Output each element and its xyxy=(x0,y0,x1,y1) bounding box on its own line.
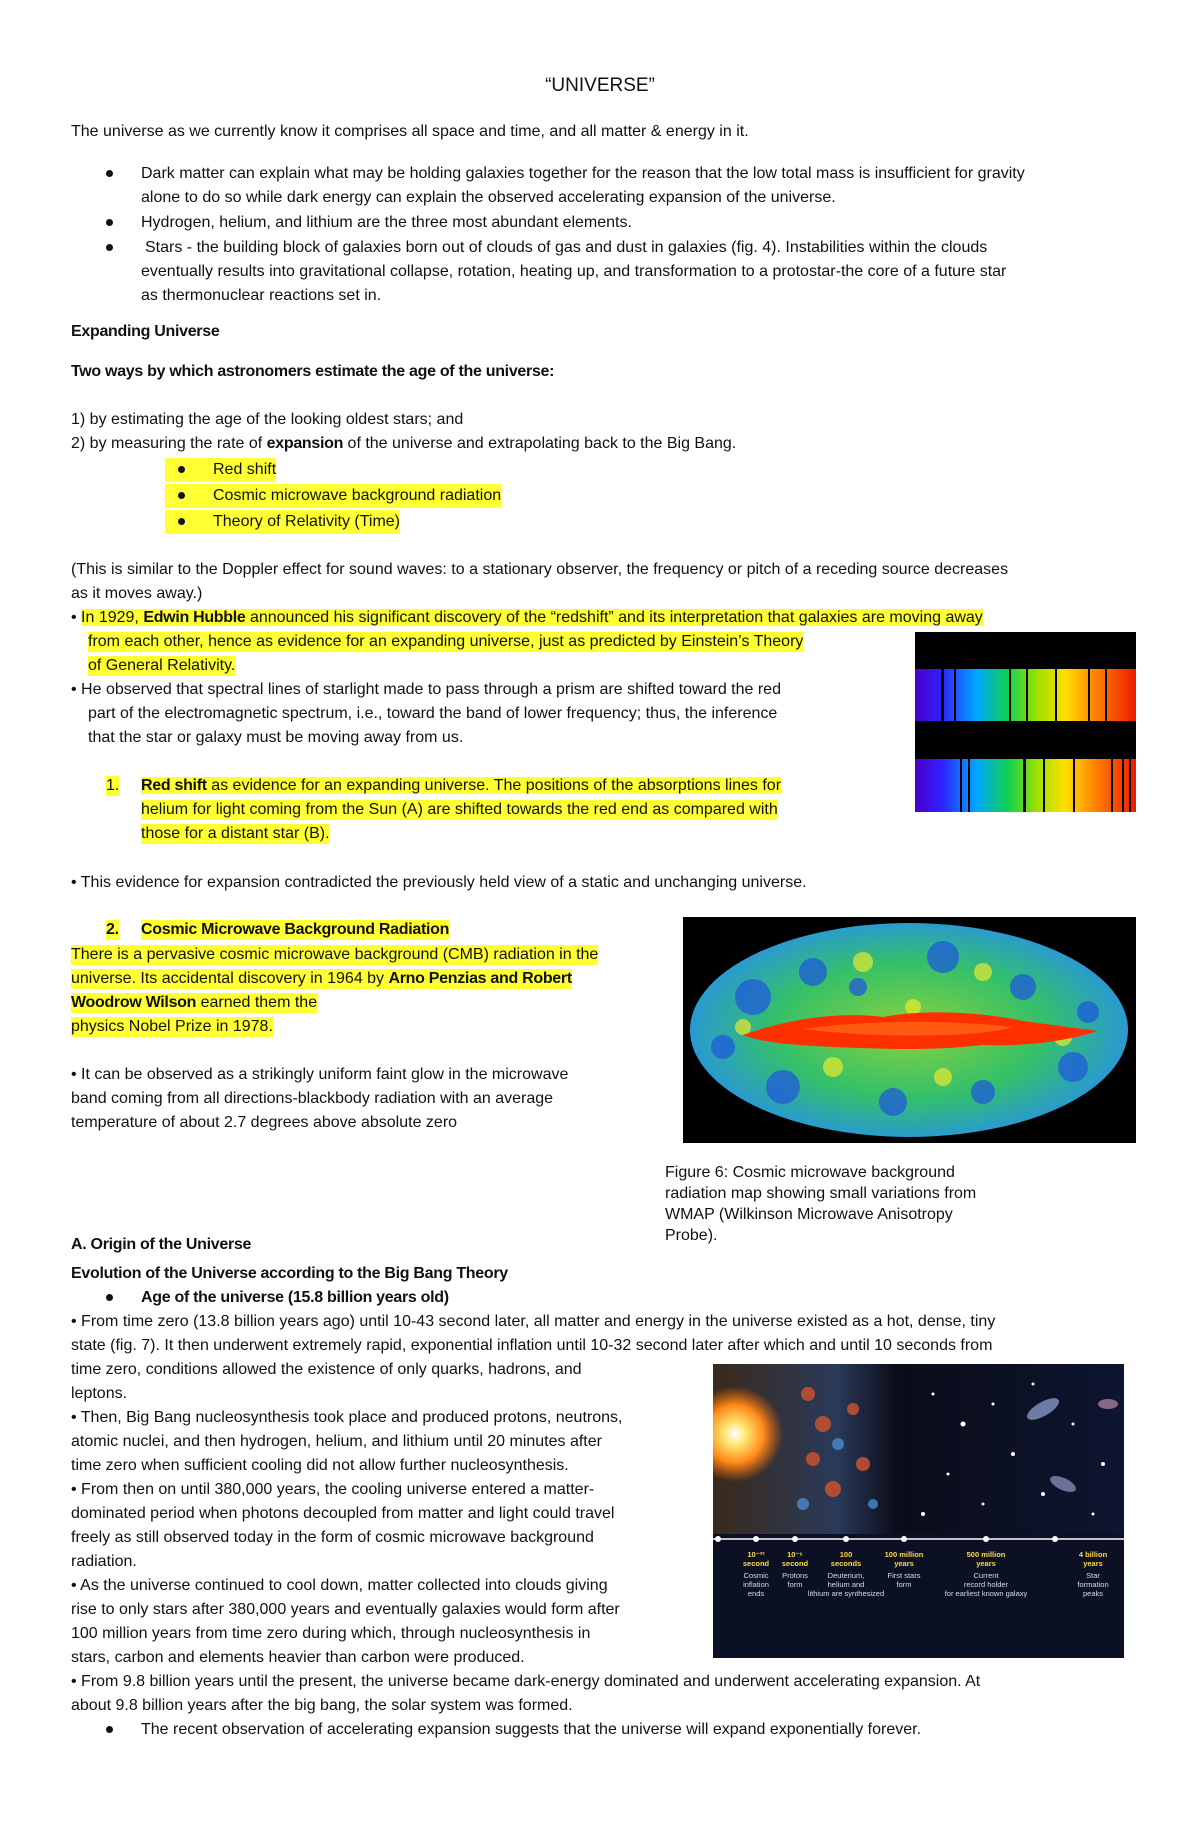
bullet-icon xyxy=(178,518,185,525)
cmb-number: 2. xyxy=(106,921,119,938)
two-ways-heading: Two ways by which astronomers estimate the age of the universe: xyxy=(71,363,555,380)
timeline-desc: lithium are synthesized xyxy=(807,1589,885,1598)
timeline-label: 100 xyxy=(839,1550,853,1559)
timeline-label: 4 billion xyxy=(1078,1550,1108,1559)
age-heading: Age of the universe (15.8 billion years old) xyxy=(141,1289,449,1306)
origin-line: freely as still observed today in the form of cosmic microwave background xyxy=(71,1529,594,1546)
spectral-l3: that the star or galaxy must be moving away from us. xyxy=(88,729,464,746)
timeline-label: 500 million xyxy=(966,1550,1006,1559)
bullet-elements: Hydrogen, helium, and lithium are the three most abundant elements. xyxy=(141,214,632,231)
origin-line: time zero when sufficient cooling did not allow further nucleosynthesis. xyxy=(71,1457,569,1474)
timeline-desc: peaks xyxy=(1082,1589,1104,1598)
redshift-number: 1. xyxy=(106,777,120,794)
timeline-desc: Protons xyxy=(782,1571,808,1580)
cmb-heading: Cosmic Microwave Background Radiation xyxy=(141,921,450,938)
origin-line: atomic nuclei, and then hydrogen, helium, and lithium until 20 minutes after xyxy=(71,1433,602,1450)
expanding-heading: Expanding Universe xyxy=(71,323,220,340)
spectral-l1: • He observed that spectral lines of starlight made to pass through a prism are shifted toward the red xyxy=(71,681,781,698)
origin-line: 100 million years from time zero during which, through nucleosynthesis in xyxy=(71,1625,591,1642)
timeline-desc: form xyxy=(896,1580,912,1589)
evidence-relativity: Theory of Relativity (Time) xyxy=(165,510,400,534)
cmb-l2: universe. Its accidental discovery in 1964 by Arno Penzias and Robert xyxy=(71,970,572,987)
way-1: 1) by estimating the age of the looking oldest stars; and xyxy=(71,411,464,428)
origin-line: leptons. xyxy=(71,1385,128,1402)
redshift-l3: those for a distant star (B). xyxy=(141,825,330,842)
bullet-icon xyxy=(178,466,185,473)
origin-line: dominated period when photons decoupled from matter and light could travel xyxy=(71,1505,615,1522)
redshift-l1: Red shift as evidence for an expanding universe. The positions of the absorptions lines for xyxy=(141,777,782,794)
timeline-desc: Deuterium, xyxy=(827,1571,865,1580)
origin-line: • From time zero (13.8 billion years ago) until 10-43 second later, all matter and energy in the universe existed as a hot, dense, tiny xyxy=(71,1313,996,1330)
static-view: • This evidence for expansion contradicted the previously held view of a static and unchanging universe. xyxy=(71,874,807,891)
glow-l2: band coming from all directions-blackbody radiation with an average xyxy=(71,1090,554,1107)
timeline-desc: ends xyxy=(747,1589,765,1598)
bullet-icon xyxy=(178,492,185,499)
origin-line: • As the universe continued to cool down, matter collected into clouds giving xyxy=(71,1577,608,1594)
final-bullet: The recent observation of accelerating expansion suggests that the universe will expand exponentially forever. xyxy=(141,1721,922,1738)
bullet-stars-l1: Stars - the building block of galaxies born out of clouds of gas and dust in galaxies (fig. 4). Instabilities within the clouds xyxy=(145,239,988,256)
timeline-desc: for earliest known galaxy xyxy=(944,1589,1028,1598)
cmb-map-figure xyxy=(683,917,1136,1143)
cmb-l3: Woodrow Wilson earned them the xyxy=(71,994,318,1011)
redshift-l2: helium for light coming from the Sun (A) are shifted towards the red end as compared with xyxy=(141,801,778,818)
timeline-label: 10⁻³² xyxy=(747,1550,765,1559)
bullet-dark-matter-l2: alone to do so while dark energy can explain the observed accelerating expansion of the universe. xyxy=(141,189,836,206)
bullet-icon xyxy=(106,244,113,251)
timeline-label: second xyxy=(781,1559,809,1568)
timeline-label: years xyxy=(1083,1559,1103,1568)
timeline-desc: record holder xyxy=(963,1580,1009,1589)
hubble-l1: • In 1929, Edwin Hubble announced his significant discovery of the “redshift” and its interpretation that galaxies are moving away xyxy=(71,609,983,626)
origin-line: state (fig. 7). It then underwent extremely rapid, exponential inflation until 10-32 second later after which and until 10 seconds from xyxy=(71,1337,993,1354)
origin-line: rise to only stars after 380,000 years and eventually galaxies would form after xyxy=(71,1601,620,1618)
intro-text: The universe as we currently know it comprises all space and time, and all matter & energy in it. xyxy=(71,123,749,140)
bullet-icon xyxy=(106,1294,113,1301)
timeline-label: years xyxy=(976,1559,996,1568)
timeline-desc: First stars xyxy=(887,1571,921,1580)
timeline-desc: inflation xyxy=(743,1580,769,1589)
figure-6-caption: Figure 6: Cosmic microwave background radiation map showing small variations from WMAP (Wilkinson Microwave Anisotropy Probe). xyxy=(665,1164,977,1244)
bullet-stars-l2: eventually results into gravitational collapse, rotation, heating up, and transformation to a protostar-the core of a future star xyxy=(141,263,1007,280)
evolution-heading: Evolution of the Universe according to the Big Bang Theory xyxy=(71,1265,508,1282)
evidence-red-shift: Red shift xyxy=(165,458,276,482)
bullet-icon xyxy=(106,1726,113,1733)
evidence-cmb: Cosmic microwave background radiation xyxy=(165,484,501,508)
bullet-dark-matter-l1: Dark matter can explain what may be holding galaxies together for the reason that the low total mass is insufficient for gravity xyxy=(141,165,1025,182)
bullet-icon xyxy=(106,219,113,226)
origin-line: • Then, Big Bang nucleosynthesis took place and produced protons, neutrons, xyxy=(71,1409,623,1426)
cmb-l4: physics Nobel Prize in 1978. xyxy=(71,1018,273,1035)
way-2: 2) by measuring the rate of expansion of the universe and extrapolating back to the Big Bang. xyxy=(71,435,737,452)
hubble-l2: from each other, hence as evidence for an expanding universe, just as predicted by Einstein’s Theory xyxy=(88,633,804,650)
spectrum-figure xyxy=(915,632,1136,812)
origin-line: stars, carbon and elements heavier than carbon were produced. xyxy=(71,1649,525,1666)
timeline-desc: form xyxy=(787,1580,803,1589)
origin-line: about 9.8 billion years after the big bang, the solar system was formed. xyxy=(71,1697,573,1714)
timeline-desc: helium and xyxy=(827,1580,865,1589)
timeline-desc: formation xyxy=(1077,1580,1109,1589)
origin-line: • From 9.8 billion years until the present, the universe became dark-energy dominated and underwent accelerating expansion. At xyxy=(71,1673,981,1690)
origin-line: radiation. xyxy=(71,1553,137,1570)
timeline-desc: Current xyxy=(973,1571,999,1580)
timeline-label: 100 million xyxy=(884,1550,924,1559)
hubble-l3: of General Relativity. xyxy=(88,657,236,674)
bullet-icon xyxy=(106,170,113,177)
timeline-label: seconds xyxy=(830,1559,862,1568)
timeline-label: 10⁻⁶ xyxy=(787,1550,803,1559)
bullet-stars-l3: as thermonuclear reactions set in. xyxy=(141,287,382,304)
glow-l3: temperature of about 2.7 degrees above absolute zero xyxy=(71,1114,458,1131)
timeline-label: years xyxy=(894,1559,914,1568)
glow-l1: • It can be observed as a strikingly uniform faint glow in the microwave xyxy=(71,1066,569,1083)
doppler-l2: as it moves away.) xyxy=(71,585,203,602)
spectral-l2: part of the electromagnetic spectrum, i.e., toward the band of lower frequency; thus, the inference xyxy=(88,705,778,722)
timeline-desc: Cosmic xyxy=(743,1571,769,1580)
origin-heading: A. Origin of the Universe xyxy=(71,1236,252,1253)
timeline-desc: Star xyxy=(1086,1571,1100,1580)
page-title: “UNIVERSE” xyxy=(545,75,655,96)
origin-line: • From then on until 380,000 years, the cooling universe entered a matter- xyxy=(71,1481,595,1498)
cmb-l1: There is a pervasive cosmic microwave background (CMB) radiation in the xyxy=(71,946,599,963)
timeline-label: second xyxy=(742,1559,770,1568)
big-bang-timeline-figure xyxy=(713,1364,1124,1658)
origin-line: time zero, conditions allowed the existence of only quarks, hadrons, and xyxy=(71,1361,582,1378)
doppler-l1: (This is similar to the Doppler effect for sound waves: to a stationary observer, the frequency or pitch of a receding source decreases xyxy=(71,561,1009,578)
